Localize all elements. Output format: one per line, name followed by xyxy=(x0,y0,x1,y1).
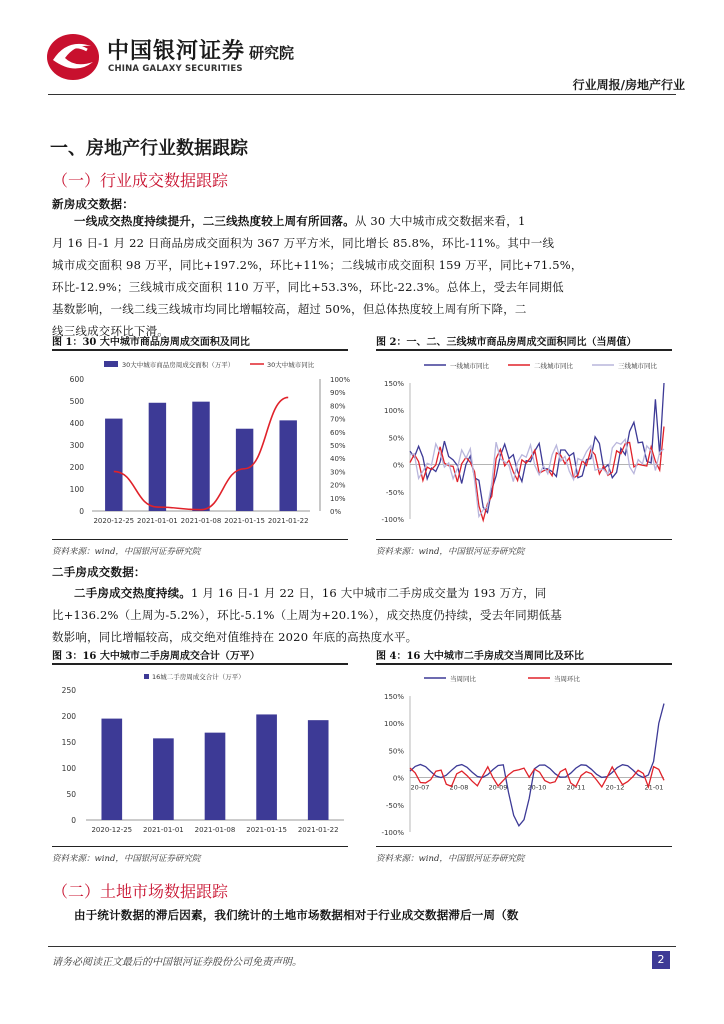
fig3-ytick: 50 xyxy=(66,790,76,799)
fig2-ytick: 50% xyxy=(388,434,404,443)
fig3-xtick: 2021-01-01 xyxy=(143,826,184,834)
fig3-ytick: 150 xyxy=(61,738,76,747)
fig2-source: 资料来源：wind，中国银河证券研究院 xyxy=(376,547,525,557)
fig4-legend-label: 当周同比 xyxy=(450,675,476,683)
new-house-line-2: 城市成交面积 98 万平，同比+197.2%，环比+11%；二线城市成交面积 159 万平，同比+71.5%， xyxy=(52,258,583,272)
fig1-title: 图 1：30 大中城市商品房周成交面积及同比 xyxy=(52,337,250,348)
fig1-xtick: 2020-12-25 xyxy=(93,517,135,525)
new-house-line-4: 基数影响，一线二线三线城市均同比增幅较高，超过 50%，但总体热度较上周有所下降，二 xyxy=(52,302,527,316)
fig4-source: 资料来源：wind，中国银河证券研究院 xyxy=(376,854,525,864)
fig4-legend-label: 当周环比 xyxy=(554,675,580,683)
footer-disclaimer: 请务必阅读正文最后的中国银河证券股份公司免责声明。 xyxy=(52,957,302,968)
fig3-xtick: 2021-01-08 xyxy=(194,826,236,834)
fig2-legend-label: 三线城市同比 xyxy=(618,362,657,370)
fig3-legend-swatch xyxy=(144,674,149,679)
institute-label: 研究院 xyxy=(249,44,295,62)
fig3-bottom-rule xyxy=(52,846,348,847)
fig1-bar xyxy=(192,402,209,511)
fig3-ytick: 250 xyxy=(61,686,76,695)
fig1-legend-bar-swatch xyxy=(104,361,118,367)
fig4-ytick: -100% xyxy=(381,829,404,837)
fig1-ytick-right: 60% xyxy=(330,428,346,437)
fig1-ytick-left: 400 xyxy=(69,419,84,428)
fig4-chart xyxy=(376,668,672,844)
fig1-xtick: 2021-01-15 xyxy=(224,517,265,525)
fig3-title: 图 3：16 大中城市二手房周成交合计（万平） xyxy=(52,651,260,662)
new-house-label: 新房成交数据： xyxy=(52,197,134,211)
fig4-xtick: 20-11 xyxy=(566,783,586,792)
fig3-bar xyxy=(308,720,329,820)
fig3-bar xyxy=(205,733,226,820)
fig3-ytick: 200 xyxy=(61,712,76,721)
fig3-xtick: 2021-01-22 xyxy=(297,826,339,834)
fig4-ytick: 100% xyxy=(383,720,404,729)
galaxy-logo-icon xyxy=(45,32,101,82)
fig3-bar xyxy=(153,738,174,820)
header xyxy=(45,30,685,90)
fig1-bottom-rule xyxy=(52,539,348,540)
fig4-ytick: -50% xyxy=(385,801,404,810)
fig3-bar xyxy=(101,719,122,820)
fig1-ytick-right: 0% xyxy=(330,508,342,516)
fig4-xtick: 20-08 xyxy=(449,783,469,792)
header-rule xyxy=(48,94,676,95)
fig1-xtick: 2021-01-22 xyxy=(267,517,309,525)
fig1-ytick-left: 0 xyxy=(79,507,84,516)
second-hand-line-1: 比+136.2%（上周为-5.2%），环比-5.1%（上周为+20.1%），成交热度仍持续，受去年同期低基 xyxy=(52,608,562,622)
fig1-bar xyxy=(149,403,166,511)
fig4-ytick: 150% xyxy=(383,693,404,701)
fig1-bar xyxy=(279,420,296,511)
fig3-rule xyxy=(52,663,348,665)
fig2-ytick: -50% xyxy=(385,488,404,497)
fig4-xtick: 21-01 xyxy=(644,783,664,792)
fig1-source: 资料来源：wind，中国银河证券研究院 xyxy=(52,547,201,557)
fig4-series-line xyxy=(410,704,664,826)
land-paragraph: 由于统计数据的滞后因素，我们统计的土地市场数据相对于行业成交数据滞后一周（数 xyxy=(74,908,519,922)
fig2-bottom-rule xyxy=(376,539,672,540)
fig1-ytick-left: 200 xyxy=(69,463,84,472)
fig1-ytick-left: 300 xyxy=(69,441,84,450)
fig1-bar xyxy=(105,419,122,511)
new-house-line-0: 从 30 大中城市成交数据来看，1 xyxy=(354,214,526,228)
fig1-rule xyxy=(52,349,348,351)
fig4-title: 图 4：16 大中城市二手房成交当周同比及环比 xyxy=(376,651,584,662)
fig4-xtick: 20-07 xyxy=(410,783,430,792)
new-house-line-1: 月 16 日-1 月 22 日商品房成交面积为 367 万平方米，同比增长 85.8%，环比-11%。其中一线 xyxy=(52,236,555,250)
fig1-ytick-right: 90% xyxy=(330,389,346,398)
fig3-bar xyxy=(256,714,277,820)
fig1-ytick-right: 80% xyxy=(330,402,346,411)
fig2-ytick: 0% xyxy=(392,461,404,470)
new-house-paragraph xyxy=(52,210,672,342)
fig2-chart xyxy=(376,355,672,535)
second-hand-label: 二手房成交数据： xyxy=(52,565,146,579)
fig2-series-line xyxy=(410,383,664,513)
brand-cn: 中国银河证券 xyxy=(107,39,246,64)
fig1-ytick-right: 40% xyxy=(330,455,346,464)
new-house-line-5: 线三线成交环比下滑。 xyxy=(52,324,169,338)
fig1-ytick-right: 20% xyxy=(330,481,346,490)
brand-en: CHINA GALAXY SECURITIES xyxy=(108,64,243,74)
fig4-xtick: 20-12 xyxy=(605,783,625,792)
fig2-rule xyxy=(376,349,672,351)
fig1-xtick: 2021-01-01 xyxy=(137,517,178,525)
subsection-title-2: （二）土地市场数据跟踪 xyxy=(52,882,229,901)
fig1-ytick-right: 100% xyxy=(330,376,351,384)
fig4-ytick: 50% xyxy=(388,747,404,756)
fig3-ytick: 100 xyxy=(61,764,76,773)
fig1-chart xyxy=(52,355,352,535)
report-type: 行业周报/房地产行业 xyxy=(572,78,685,92)
fig1-legend-bar-label: 30大中城市商品房周成交面积（万平） xyxy=(122,361,235,369)
fig1-ytick-left: 500 xyxy=(69,397,84,406)
fig1-ytick-right: 10% xyxy=(330,494,346,503)
fig4-bottom-rule xyxy=(376,846,672,847)
new-house-lead: 一线成交热度持续提升，二三线热度较上周有所回落。 xyxy=(74,214,355,228)
second-hand-line-0: 1 月 16 日-1 月 22 日，16 大中城市二手房成交量为 193 万方，同 xyxy=(191,586,547,600)
fig3-xtick: 2021-01-15 xyxy=(246,826,287,834)
section-title: 一、房地产行业数据跟踪 xyxy=(50,138,248,159)
fig3-chart xyxy=(52,668,352,844)
fig3-ytick: 0 xyxy=(71,816,76,825)
fig4-rule xyxy=(376,663,672,665)
subsection-title-1: （一）行业成交数据跟踪 xyxy=(52,171,229,190)
new-house-line-3: 环比-12.9%；三线城市成交面积 110 万平，同比+53.3%，环比-22.3%。总体上，受去年同期低 xyxy=(52,280,564,294)
fig3-legend-label: 16城二手房周成交合计（万平） xyxy=(152,673,245,681)
fig3-xtick: 2020-12-25 xyxy=(91,826,133,834)
fig4-ytick: 0% xyxy=(392,774,404,783)
fig2-legend-label: 二线城市同比 xyxy=(534,362,573,370)
fig4-xtick: 20-10 xyxy=(527,783,547,792)
fig2-ytick: 150% xyxy=(383,380,404,388)
fig2-ytick: 100% xyxy=(383,407,404,416)
fig1-ytick-right: 70% xyxy=(330,415,346,424)
footer-rule xyxy=(48,946,676,947)
fig1-legend-line-label: 30大中城市同比 xyxy=(267,361,315,369)
fig2-legend-label: 一线城市同比 xyxy=(450,362,489,370)
second-hand-line-2: 数影响，同比增幅较高，成交绝对值维持在 2020 年底的高热度水平。 xyxy=(52,630,418,644)
fig2-ytick: -100% xyxy=(381,516,404,524)
fig1-ytick-right: 50% xyxy=(330,442,346,450)
fig1-xtick: 2021-01-08 xyxy=(180,517,222,525)
second-hand-paragraph xyxy=(52,582,672,648)
fig1-ytick-left: 600 xyxy=(69,375,84,384)
fig1-ytick-left: 100 xyxy=(69,485,84,494)
fig1-ytick-right: 30% xyxy=(330,468,346,477)
fig2-title: 图 2：一、二、三线城市商品房周成交面积同比（当周值） xyxy=(376,337,637,348)
page-number: 2 xyxy=(652,951,670,969)
fig3-source: 资料来源：wind，中国银河证券研究院 xyxy=(52,854,201,864)
second-hand-lead: 二手房成交热度持续。 xyxy=(74,586,191,600)
fig4-xtick: 20-09 xyxy=(488,783,508,792)
